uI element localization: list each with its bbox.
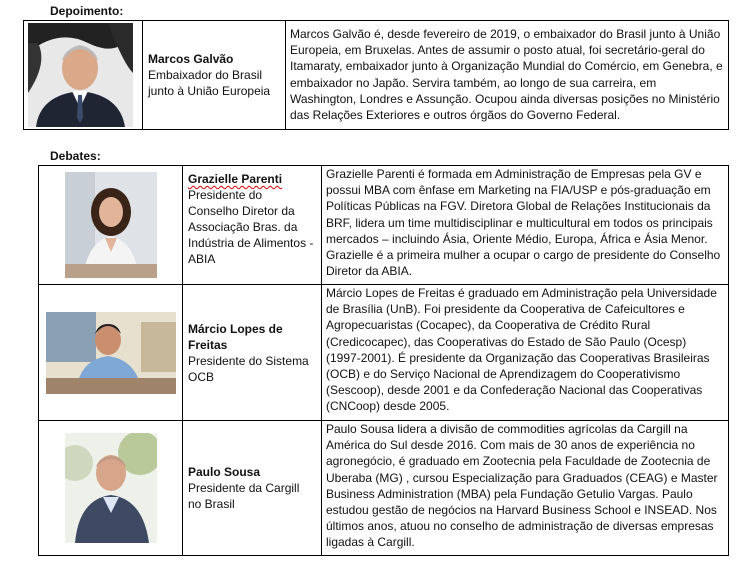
photo-cell <box>24 21 143 130</box>
person-bio: Márcio Lopes de Freitas é graduado em Administração pela Universidade de Brasília (UnB). Foi presidente da Cooperativa de Cafeicultores e Agropecuaristas (Cocapec), da Cooperativa de Crédito Rural (Credicocapec), das Cooperativas do Estado de São Paulo (Ocesp) (1997-2001). É presidente da Organização das Cooperativas Brasileiras (OCB) e do Serviço Nacional de Aprendizagem do Cooperativismo (Sescoop), desde 2001 e da Confederação Nacional das Cooperativas (CNCoop) desde 2005. <box>322 285 729 421</box>
marcos-galvao-photo <box>28 23 133 127</box>
person-role: Presidente do Sistema OCB <box>188 353 309 384</box>
person-role: Presidente da Cargill no Brasil <box>188 481 300 511</box>
depoimento-row <box>24 21 729 130</box>
paulo-sousa-photo <box>65 433 157 543</box>
name-cell <box>183 166 322 285</box>
photo-cell <box>39 421 183 556</box>
grazielle-parenti-photo <box>65 172 157 278</box>
photo-cell <box>39 166 183 285</box>
person-name: Grazielle Parenti <box>188 172 283 186</box>
person-bio: Paulo Sousa lidera a divisão de commodities agrícolas da Cargill na América do Sul desde 2016. Com mais de 30 anos de experiência no agronegócio, é graduado em Zootecnia pela Faculdade de Zootecnia de Uberaba (MG) , cursou Especialização para Graduados (CEAG) e Master Business Administration (MBA) pela Fundação Getulio Vargas. Paulo estudou gestão de negócios na Harvard Business School e INSEAD. Nos últimos anos, atuou no conselho de administração de diversas empresas ligadas à Cargill. <box>322 421 729 556</box>
depoimento-table <box>23 20 729 130</box>
debate-row <box>39 421 729 556</box>
photo-cell <box>39 285 183 421</box>
name-cell <box>183 421 322 556</box>
person-role: Embaixador do Brasil junto à União Europeia <box>148 68 271 98</box>
debates-heading: Debates: <box>50 149 101 163</box>
person-role: Presidente do Conselho Diretor da Associação Bras. da Indústria de Alimentos - ABIA <box>188 188 314 266</box>
person-bio: Marcos Galvão é, desde fevereiro de 2019, o embaixador do Brasil junto à União Europeia, em Bruxelas. Antes de assumir o posto atual, foi secretário-geral do Itamaraty, embaixador junto à Organização Mundial do Comércio, em Genebra, e embaixador no Japão. Servira também, ao longo de sua carreira, em Washington, Londres e Assunção. Ocupou ainda diversas posições no Ministério das Relações Exteriores e outros órgãos do Governo Federal. <box>286 21 729 130</box>
person-name: Marcos Galvão <box>148 52 234 66</box>
debates-table <box>38 165 729 556</box>
marcio-lopes-de-freitas-photo <box>46 312 176 394</box>
debate-row <box>39 166 729 285</box>
debate-row <box>39 285 729 421</box>
person-bio: Grazielle Parenti é formada em Administração de Empresas pela GV e possui MBA com ênfase em Marketing na FIA/USP e pós-graduação em Políticas Públicas na FGV. Diretora Global de Relações Institucionais da BRF, lidera um time multidisciplinar e multicultural em todos os principais mercados – incluindo Ásia, Oriente Médio, Europa, África e Ásia Menor. Grazielle é a primeira mulher a ocupar o cargo de presidente do Conselho Diretor da ABIA. <box>322 166 729 285</box>
name-cell <box>183 285 322 421</box>
person-name: Márcio Lopes de Freitas <box>188 321 283 352</box>
depoimento-heading: Depoimento: <box>50 4 124 18</box>
person-name: Paulo Sousa <box>188 465 261 479</box>
name-cell <box>143 21 286 130</box>
